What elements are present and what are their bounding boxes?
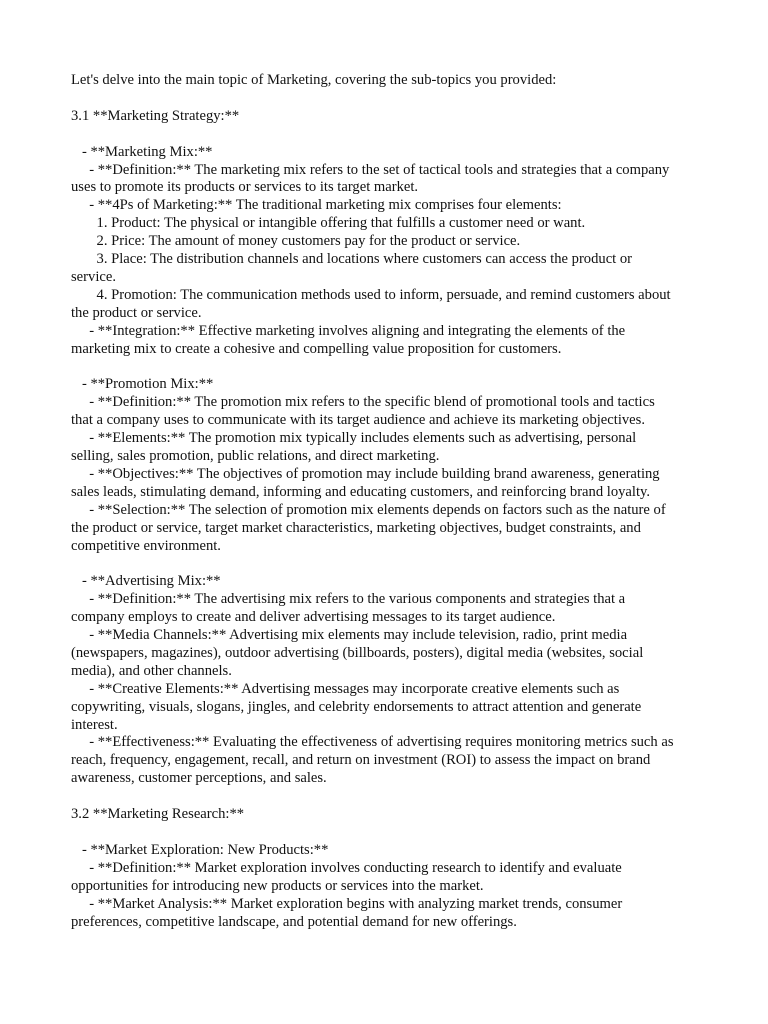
text-line: 2. Price: The amount of money customers pay for the product or service.: [71, 233, 521, 250]
text-line: copywriting, visuals, slogans, jingles, and celebrity endorsements to attract attention and generate: [71, 698, 642, 715]
text-line: - **Effectiveness:** Evaluating the effectiveness of advertising requires monitoring metrics such as: [71, 734, 674, 751]
text-line: [71, 90, 711, 108]
text-line: - **4Ps of Marketing:** The traditional marketing mix comprises four elements:: [71, 197, 562, 214]
text-line: - **Media Channels:** Advertising mix elements may include television, radio, print media: [71, 627, 628, 644]
text-line: - **Promotion Mix:**: [71, 376, 214, 393]
text-line: uses to promote its products or services to its target market.: [71, 179, 419, 196]
text-line: - **Definition:** The promotion mix refers to the specific blend of promotional tools and tactics: [71, 394, 655, 411]
text-line: - **Market Analysis:** Market exploration begins with analyzing market trends, consumer: [71, 895, 623, 912]
text-line: 1. Product: The physical or intangible offering that fulfills a customer need or want.: [71, 215, 586, 232]
text-line: opportunities for introducing new products or services into the market.: [71, 877, 484, 894]
text-line: company employs to create and deliver advertising messages to its target audience.: [71, 609, 556, 626]
text-line: - **Definition:** Market exploration involves conducting research to identify and evaluate: [71, 859, 622, 876]
text-line: - **Elements:** The promotion mix typically includes elements such as advertising, personal: [71, 430, 637, 447]
text-line: [71, 788, 711, 806]
text-line: (newspapers, magazines), outdoor advertising (billboards, posters), digital media (websites, social: [71, 644, 644, 661]
text-line: - **Integration:** Effective marketing involves aligning and integrating the elements of the: [71, 322, 626, 339]
text-line: Let's delve into the main topic of Marketing, covering the sub-topics you provided:: [71, 72, 557, 88]
text-line: interest.: [71, 716, 118, 733]
document-page: [71, 72, 711, 931]
text-line: competitive environment.: [71, 537, 221, 554]
text-line: - **Marketing Mix:**: [71, 143, 213, 160]
text-line: 3.2 **Marketing Research:**: [71, 806, 245, 823]
text-line: awareness, customer perceptions, and sales.: [71, 770, 327, 787]
text-line: 3. Place: The distribution channels and locations where customers can access the product or: [71, 251, 633, 268]
text-line: media), and other channels.: [71, 662, 232, 679]
text-line: reach, frequency, engagement, recall, and return on investment (ROI) to assess the impact on brand: [71, 752, 651, 769]
text-line: marketing mix to create a cohesive and compelling value proposition for customers.: [71, 340, 562, 357]
text-line: 4. Promotion: The communication methods used to inform, persuade, and remind customers about: [71, 286, 671, 303]
text-line: - **Definition:** The advertising mix refers to the various components and strategies that a: [71, 591, 626, 608]
text-line: that a company uses to communicate with its target audience and achieve its marketing objectives.: [71, 412, 645, 429]
text-line: sales leads, stimulating demand, informing and educating customers, and reinforcing brand loyalty.: [71, 483, 651, 500]
text-line: - **Creative Elements:** Advertising messages may incorporate creative elements such as: [71, 680, 620, 697]
text-line: - **Advertising Mix:**: [71, 573, 221, 590]
text-line: the product or service, target market characteristics, marketing objectives, budget constraints, and: [71, 519, 641, 536]
text-line: 3.1 **Marketing Strategy:**: [71, 107, 240, 124]
text-line: selling, sales promotion, public relations, and direct marketing.: [71, 447, 440, 464]
text-line: [71, 555, 711, 573]
text-line: - **Market Exploration: New Products:**: [71, 841, 329, 858]
text-line: service.: [71, 268, 116, 285]
text-line: - **Definition:** The marketing mix refers to the set of tactical tools and strategies that a company: [71, 161, 670, 178]
text-line: - **Selection:** The selection of promotion mix elements depends on factors such as the nature of: [71, 501, 666, 518]
text-line: preferences, competitive landscape, and potential demand for new offerings.: [71, 913, 517, 930]
text-line: the product or service.: [71, 304, 202, 321]
text-line: [71, 358, 711, 376]
text-line: - **Objectives:** The objectives of promotion may include building brand awareness, generating: [71, 465, 660, 482]
text-line: [71, 126, 711, 144]
text-line: [71, 824, 711, 842]
